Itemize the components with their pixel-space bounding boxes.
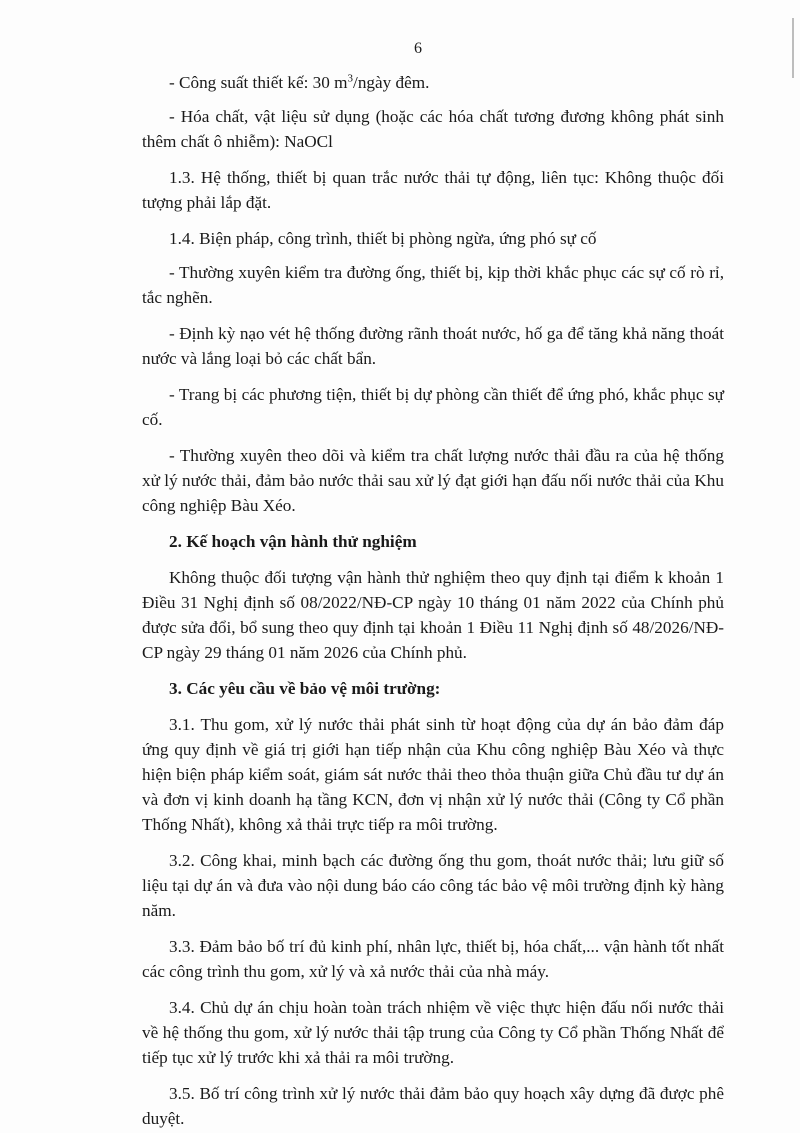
heading-environment-requirements: 3. Các yêu cầu về bảo vệ môi trường: <box>169 679 441 698</box>
paragraph-monitoring-system: 1.3. Hệ thống, thiết bị quan trắc nước thải tự động, liên tục: Không thuộc đối tượng phải lắp đặt. <box>142 168 724 212</box>
document-body <box>142 70 724 1142</box>
paragraph-design-capacity <box>142 70 724 95</box>
paragraph-req-3-2: 3.2. Công khai, minh bạch các đường ống thu gom, thoát nước thải; lưu giữ số liệu tại dự án và đưa vào nội dung báo cáo công tác bảo vệ môi trường định kỳ hàng năm. <box>142 851 724 920</box>
cubic-superscript: 3 <box>347 72 354 85</box>
paragraph-req-3-5: 3.5. Bố trí công trình xử lý nước thải đảm bảo quy hoạch xây dựng đã được phê duyệt. <box>142 1084 724 1128</box>
paragraph-dredge-drains: - Định kỳ nạo vét hệ thống đường rãnh thoát nước, hố ga để tăng khả năng thoát nước và lắng loại bỏ các chất bẩn. <box>142 324 724 368</box>
paragraph-monitor-quality: - Thường xuyên theo dõi và kiểm tra chất lượng nước thải đầu ra của hệ thống xử lý nước thải, đảm bảo nước thải sau xử lý đạt giới hạn đấu nối nước thải của Khu công nghiệp Bàu Xéo. <box>142 446 724 515</box>
page-number: 6 <box>414 40 422 57</box>
paragraph-trial-operation: Không thuộc đối tượng vận hành thử nghiệm theo quy định tại điểm k khoản 1 Điều 31 Nghị định số 08/2022/NĐ-CP ngày 10 tháng 01 năm 2022 của Chính phủ được sửa đổi, bổ sung theo quy định tại khoản 1 Điều 11 Nghị định số 48/2026/NĐ-CP ngày 29 tháng 01 năm 2026 của Chính phủ. <box>142 568 724 662</box>
capacity-text: - Công suất thiết kế: 30 m <box>169 73 348 92</box>
paragraph-incident-measures: 1.4. Biện pháp, công trình, thiết bị phòng ngừa, ứng phó sự cố <box>169 229 597 248</box>
heading-trial-operation: 2. Kế hoạch vận hành thử nghiệm <box>169 532 417 551</box>
paragraph-req-3-4: 3.4. Chủ dự án chịu hoàn toàn trách nhiệm về việc thực hiện đấu nối nước thải về hệ thống thu gom, xử lý nước thải tập trung của Công ty Cổ phần Thống Nhất để tiếp tục xử lý trước khi xả thải ra môi trường. <box>142 998 724 1067</box>
paragraph-req-3-3: 3.3. Đảm bảo bố trí đủ kinh phí, nhân lực, thiết bị, hóa chất,... vận hành tốt nhất các công trình thu gom, xử lý và xả nước thải của nhà máy. <box>142 937 724 981</box>
paragraph-req-3-1: 3.1. Thu gom, xử lý nước thải phát sinh từ hoạt động của dự án bảo đảm đáp ứng quy định về giá trị giới hạn tiếp nhận của Khu công nghiệp Bàu Xéo và thực hiện biện pháp kiểm soát, giám sát nước thải theo thỏa thuận giữa Chủ đầu tư dự án và đơn vị kinh doanh hạ tầng KCN, đơn vị nhận xử lý nước thải (Công ty Cổ phần Thống Nhất), không xả thải trực tiếp ra môi trường. <box>142 715 724 834</box>
paragraph-equip-backup: - Trang bị các phương tiện, thiết bị dự phòng cần thiết để ứng phó, khắc phục sự cố. <box>142 385 724 429</box>
capacity-unit-text: /ngày đêm. <box>353 73 430 92</box>
paragraph-inspect-pipes: - Thường xuyên kiểm tra đường ống, thiết bị, kịp thời khắc phục các sự cố rò rỉ, tắc nghẽn. <box>142 263 724 307</box>
paragraph-chemicals: - Hóa chất, vật liệu sử dụng (hoặc các hóa chất tương đương không phát sinh thêm chất ô nhiễm): NaOCl <box>142 107 724 151</box>
